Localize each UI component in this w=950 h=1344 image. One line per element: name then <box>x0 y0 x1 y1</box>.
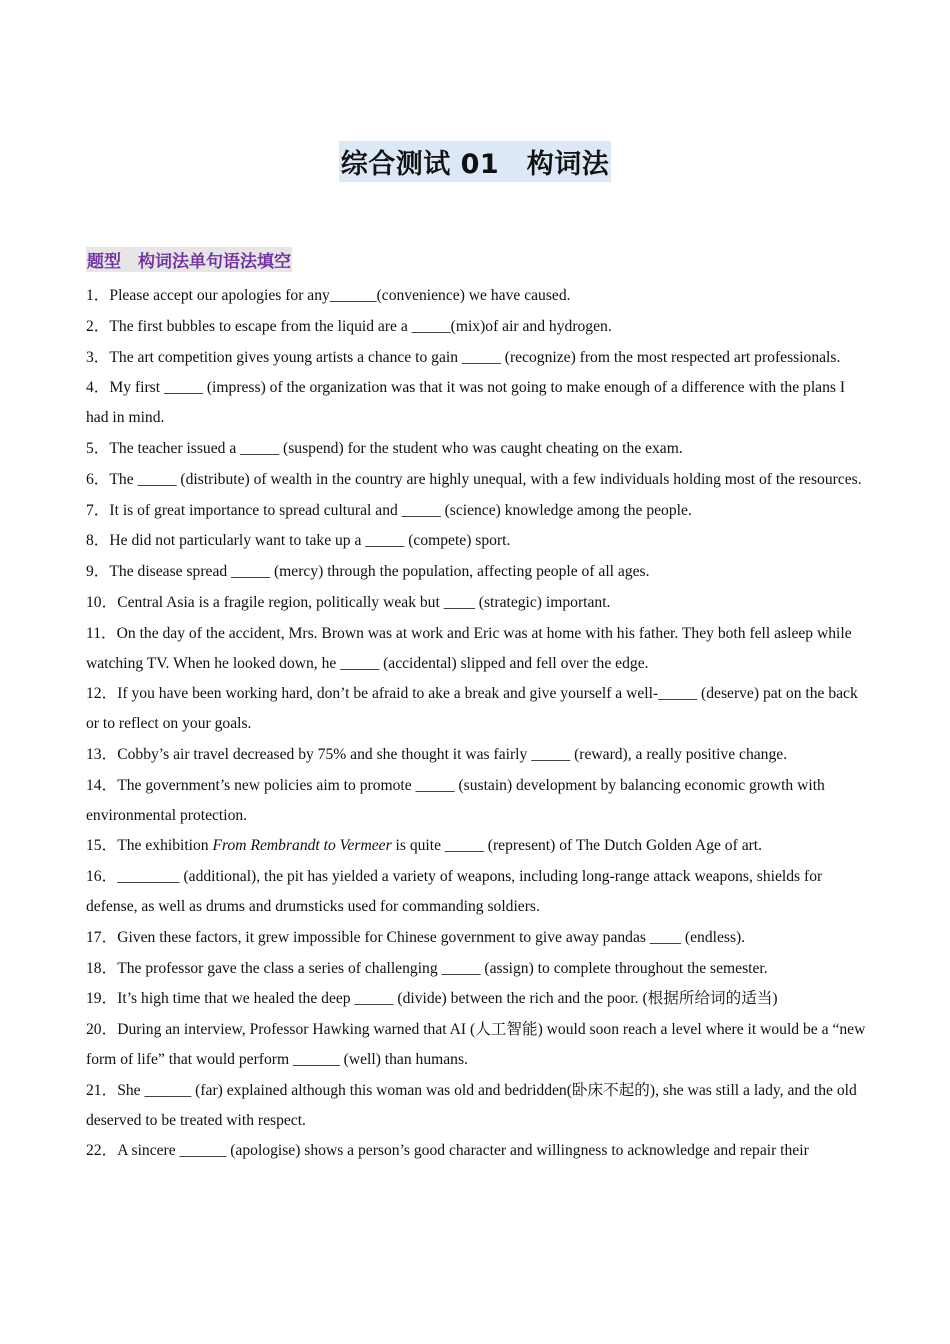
question-number: 18． <box>86 959 118 977</box>
question-text: Central Asia is a fragile region, politically weak but ____ (strategic) important. <box>117 593 611 611</box>
question-number: 5． <box>86 439 110 457</box>
question-number: 13． <box>86 745 118 763</box>
question-number: 2． <box>86 317 110 335</box>
question-text: The art competition gives young artists a chance to gain _____ (recognize) from the most respected art professionals. <box>109 348 841 366</box>
question-text: It is of great importance to spread cultural and _____ (science) knowledge among the people. <box>109 501 692 519</box>
question-text: It’s high time that we healed the deep _____ (divide) between the rich and the poor. (根据所给词的适当) <box>117 990 778 1008</box>
question-text: ________ (additional), the pit has yielded a variety of weapons, including long-range attack weapons, shields for defense, as well as drums and drumsticks used for commanding soldiers. <box>86 868 823 915</box>
question-text: The professor gave the class a series of challenging _____ (assign) to complete throughout the semester. <box>117 959 768 977</box>
question-item <box>86 740 868 770</box>
question-text: She ______ (far) explained although this woman was old and bedridden(卧床不起的), she was still a lady, and the old deserved to be treated with respect. <box>86 1081 857 1129</box>
question-item <box>86 862 868 922</box>
question-number: 10． <box>86 593 118 611</box>
question-number: 4． <box>86 379 110 397</box>
question-text: On the day of the accident, Mrs. Brown was at work and Eric was at home with his father. They both fell asleep while watching TV. When he looked down, he _____ (accidental) slipped and fell over the edge. <box>86 624 852 672</box>
question-number: 15． <box>86 837 118 855</box>
question-number: 1． <box>86 287 110 304</box>
question-text: The disease spread _____ (mercy) through the population, affecting people of all ages. <box>109 563 650 581</box>
question-number: 17． <box>86 928 118 946</box>
question-item <box>86 1076 868 1136</box>
question-item <box>86 1015 868 1075</box>
question-text: A sincere ______ (apologise) shows a person’s good character and willingness to acknowledge and repair their <box>117 1142 809 1160</box>
question-number: 7． <box>86 501 110 519</box>
question-item <box>86 984 868 1014</box>
question-text: The _____ (distribute) of wealth in the country are highly unequal, with a few individuals holding most of the resources. <box>109 470 862 488</box>
question-item <box>86 771 868 831</box>
question-item <box>86 465 868 495</box>
question-item <box>86 557 868 587</box>
question-number: 6． <box>86 470 110 488</box>
title-container <box>0 141 950 182</box>
question-text: Please accept our apologies for any______(convenience) we have caused. <box>109 287 571 304</box>
question-number: 22． <box>86 1142 118 1160</box>
question-item <box>86 281 868 311</box>
question-text: My first _____ (impress) of the organization was that it was not going to make enough of a difference with the plans I had in mind. <box>86 379 846 427</box>
question-text: Cobby’s air travel decreased by 75% and she thought it was fairly _____ (reward), a really positive change. <box>117 745 788 763</box>
question-item <box>86 434 868 464</box>
question-item <box>86 588 868 618</box>
question-number: 16． <box>86 868 118 886</box>
question-number: 21． <box>86 1081 118 1099</box>
question-list <box>86 281 868 1167</box>
question-number: 9． <box>86 563 110 581</box>
question-number: 19． <box>86 990 118 1008</box>
question-item <box>86 619 868 679</box>
question-text: The first bubbles to escape from the liquid are a _____(mix)of air and hydrogen. <box>109 317 612 335</box>
question-number: 11． <box>86 624 117 642</box>
question-text: is quite _____ (represent) of The Dutch Golden Age of art. <box>391 837 763 855</box>
question-item <box>86 679 868 739</box>
question-italic-title: From Rembrandt to Vermeer <box>212 837 392 855</box>
question-item <box>86 923 868 953</box>
question-item <box>86 312 868 342</box>
question-number: 14． <box>86 776 118 794</box>
question-text: He did not particularly want to take up a _____ (compete) sport. <box>109 532 511 550</box>
question-number: 8． <box>86 532 110 550</box>
question-number: 20． <box>86 1021 118 1039</box>
question-item <box>86 831 868 861</box>
question-text: If you have been working hard, don’t be afraid to ake a break and give yourself a well-_____ (deserve) pat on the back or to reflect on your goals. <box>86 685 858 733</box>
question-item <box>86 373 868 433</box>
question-item <box>86 343 868 373</box>
question-text: The teacher issued a _____ (suspend) for the student who was caught cheating on the exam. <box>109 439 683 457</box>
question-item <box>86 1136 868 1166</box>
question-text: Given these factors, it grew impossible for Chinese government to give away pandas ____ (endless). <box>117 928 746 946</box>
question-item <box>86 954 868 984</box>
page-title: 综合测试 01 构词法 <box>339 141 611 182</box>
question-item <box>86 496 868 526</box>
question-text: The exhibition <box>117 837 213 855</box>
question-number: 12． <box>86 685 118 703</box>
question-text: The government’s new policies aim to promote _____ (sustain) development by balancing economic growth with environmental protection. <box>86 776 825 824</box>
question-item <box>86 526 868 556</box>
section-heading: 题型 构词法单句语法填空 <box>86 247 292 272</box>
question-number: 3． <box>86 348 110 366</box>
question-text: During an interview, Professor Hawking warned that AI (人工智能) would soon reach a level where it would be a “new form of life” that would perform ______ (well) than humans. <box>86 1021 866 1068</box>
